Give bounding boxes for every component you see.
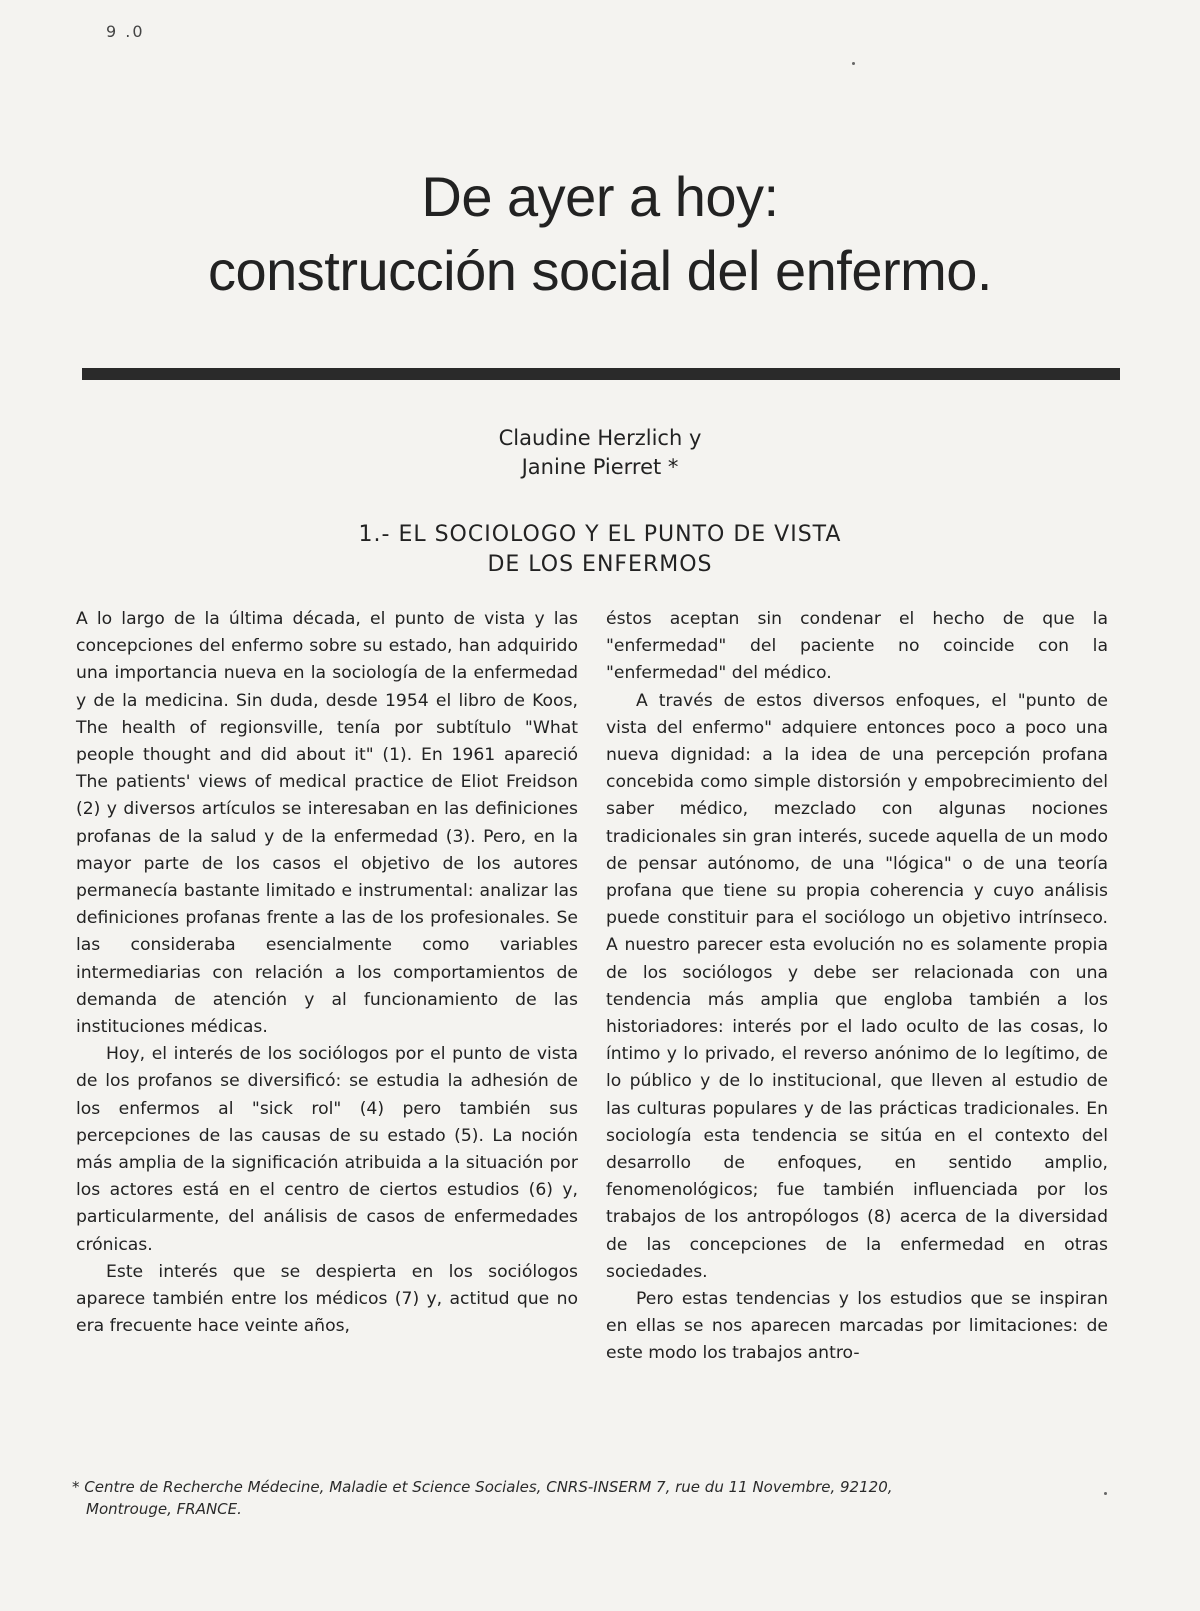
author-line-1: Claudine Herzlich y bbox=[498, 426, 702, 450]
article-title-line-1: De ayer a hoy: bbox=[421, 165, 779, 228]
right-text-column bbox=[606, 606, 1108, 1368]
section-heading-line-1: 1.- EL SOCIOLOGO Y EL PUNTO DE VISTA bbox=[358, 522, 842, 547]
left-text-column bbox=[76, 606, 578, 1340]
page-corner-mark: 9 .0 bbox=[106, 22, 145, 41]
left-paragraph-2: Hoy, el interés de los sociólogos por el punto de vista de los profanos se diversificó: se estudia la adhesión de los enfermos al "sick rol" (4) pero también sus percepciones de las causas de su estado (5). La noción más amplia de la significación atribuida a la situación por los actores está en el centro de ciertos estudios (6) y, particularmente, del análisis de casos de enfermedades crónicas. bbox=[76, 1044, 578, 1255]
article-title bbox=[80, 160, 1120, 308]
right-paragraph-3: Pero estas tendencias y los estudios que se inspiran en ellas se nos aparecen marcadas por limitaciones: de este modo los trabajos antro- bbox=[606, 1289, 1108, 1364]
right-paragraph-2: A través de estos diversos enfoques, el "punto de vista del enfermo" adquiere entonces poco a poco una nueva dignidad: a la idea de una percepción profana concebida como simple distorsión y empobrecimiento del saber médico, mezclado con algunas nociones tradicionales sin gran interés, sucede aquella de un modo de pensar autónomo, de una "lógica" o de una teoría profana que tiene su propia coherencia y cuyo análisis puede constituir para el sociólogo un objetivo intrínseco. A nuestro parecer esta evolución no es solamente propia de los sociólogos y debe ser relacionada con una tendencia más amplia que engloba también a los historiadores: interés por el lado oculto de las cosas, lo íntimo y lo privado, el reverso anónimo de lo legítimo, de lo público y de lo institucional, que lleven al estudio de las culturas populares y de las prácticas tradicionales. En sociología esta tendencia se sitúa en el contexto del desarrollo de enfoques, en sentido amplio, fenomenológicos; fue también influenciada por los trabajos de los antropólogos (8) acerca de la diversidad de las concepciones de la enfermedad en otras sociedades. bbox=[606, 690, 1108, 1282]
left-paragraph-1: A lo largo de la última década, el punto de vista y las concepciones del enfermo sobre su estado, han adquirido una importancia nueva en la sociología de la enfermedad y de la medicina. Sin duda, desde 1954 el libro de Koos, The health of regionsville, tenía por subtítulo "What people thought and did about it" (1). En 1961 apareció The patients' views of medical practice de Eliot Freidson (2) y diversos artículos se interesaban en las definiciones profanas de la salud y de la enfermedad (3). Pero, en la mayor parte de los casos el objetivo de los autores permanecía bastante limitado e instrumental: analizar las definiciones profanas frente a las de los profesionales. Se las consideraba esencialmente como variables intermediarias con relación a los comportamientos de demanda de atención y al funcionamiento de las instituciones médicas. bbox=[76, 609, 578, 1038]
right-paragraph-1: éstos aceptan sin condenar el hecho de que la "enfermedad" del paciente no coincide con la "enfermedad" del médico. bbox=[606, 609, 1108, 684]
author-block bbox=[300, 424, 900, 482]
affiliation-footnote bbox=[72, 1476, 1132, 1520]
author-line-2: Janine Pierret * bbox=[521, 455, 679, 479]
footnote-line-2: Montrouge, FRANCE. bbox=[86, 1500, 242, 1518]
left-paragraph-3: Este interés que se despierta en los sociólogos aparece también entre los médicos (7) y, actitud que no era frecuente hace veinte años, bbox=[76, 1261, 578, 1337]
footnote-line-1: * Centre de Recherche Médecine, Maladie et Science Sociales, CNRS-INSERM 7, rue du 11 Novembre, 92120, bbox=[72, 1478, 893, 1496]
scan-speck bbox=[852, 62, 855, 65]
section-heading-line-2: DE LOS ENFERMOS bbox=[487, 552, 713, 577]
article-title-line-2: construcción social del enfermo. bbox=[208, 239, 992, 302]
title-divider-rule bbox=[82, 368, 1120, 380]
section-heading bbox=[200, 520, 1000, 580]
